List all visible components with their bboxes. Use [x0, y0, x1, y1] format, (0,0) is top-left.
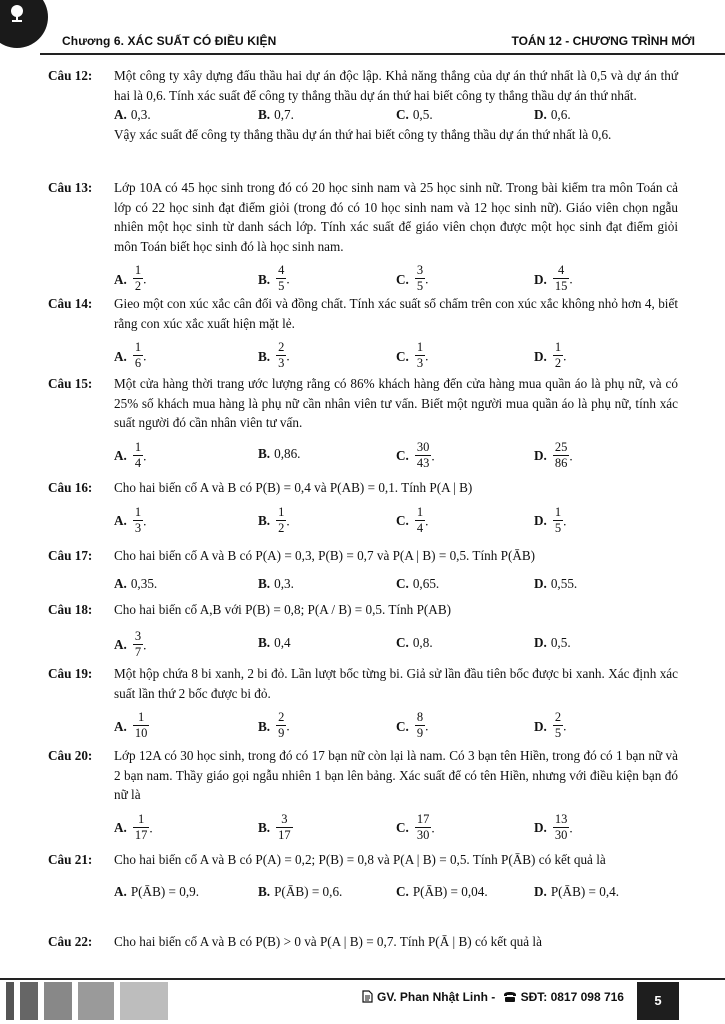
option-d[interactable]: D. 0,5.	[534, 634, 571, 650]
option-c[interactable]: C. $\frac{30}{43}$ .	[396, 439, 435, 470]
question-18	[48, 600, 678, 660]
option-c[interactable]: C. 0,65.	[396, 575, 440, 591]
options-row	[114, 805, 678, 843]
option-a[interactable]: A. $\frac{1}{4}$ .	[114, 439, 147, 470]
question-text: Một cửa hàng thời trang ước lượng rằng có 86% khách hàng đến cửa hàng mua quần áo là phụ nữ, và có 25% số khách mua hàng là phụ nữ cần nhân viên tư vấn. Biết một người mua quần áo là phụ nữ, tính xác suất người đó cần nhân viên tư vấn.	[114, 376, 678, 430]
options-row	[114, 703, 678, 741]
question-label: Câu 19:	[48, 666, 93, 681]
question-text: Lớp 10A có 45 học sinh trong đó có 20 học sinh nam và 25 học sinh nữ. Trong bài kiểm tra môn Toán cả lớp có 22 học sinh đạt điểm giỏi (trong đó có 10 học sinh nam và 12 học sinh nữ). Giáo viên chọn ngẫu nhiên một học sinh từ danh sách lớp. Tính xác suất để giáo viên chọn được một học sinh đạt điểm giỏi môn Toán biết học sinh đó là học sinh nam.	[114, 180, 678, 254]
option-d[interactable]: D. 0,6.	[534, 107, 571, 122]
options-row	[114, 433, 678, 471]
decorative-bar	[44, 982, 72, 1020]
question-text: Lớp 12A có 30 học sinh, trong đó có 17 bạn nữ còn lại là nam. Có 3 bạn tên Hiền, trong đó có 1 bạn nữ và 2 bạn nam. Thầy giáo gọi ngẫu nhiên 1 bạn lên bảng. Xác suất để có tên Hiền, nhưng với điều kiện bạn đó nữ là	[114, 748, 678, 802]
question-label: Câu 16:	[48, 480, 93, 495]
option-b[interactable]: B. $\frac{2}{3}$ .	[258, 340, 290, 370]
option-d[interactable]: D. $\frac{1}{5}$ .	[534, 504, 567, 535]
options-row	[114, 498, 678, 536]
question-20	[48, 746, 678, 843]
header-divider	[40, 53, 725, 55]
option-c[interactable]: C. $\frac{8}{9}$ .	[396, 710, 429, 740]
option-b[interactable]: B. $\frac{2}{9}$ .	[258, 710, 290, 740]
option-d[interactable]: D. P(ĀB) = 0,4.	[534, 883, 620, 899]
option-a[interactable]: A. $\frac{3}{7}$ .	[114, 628, 147, 659]
option-b[interactable]: B. P(ĀB) = 0,6.	[258, 883, 343, 899]
question-19	[48, 664, 678, 741]
option-c[interactable]: C. $\frac{1}{4}$ .	[396, 504, 429, 535]
option-d[interactable]: D. $\frac{2}{5}$ .	[534, 710, 567, 740]
phone-icon	[503, 991, 517, 1003]
footer-divider	[0, 978, 725, 980]
options-row	[114, 882, 678, 902]
question-12	[48, 66, 678, 145]
option-b[interactable]: B. 0,4	[258, 634, 291, 650]
question-17	[48, 546, 678, 594]
question-label: Câu 21:	[48, 852, 93, 867]
option-c[interactable]: C. $\frac{3}{5}$ .	[396, 263, 429, 293]
option-b[interactable]: B. 0,7.	[258, 107, 294, 122]
option-c[interactable]: C. 0,8.	[396, 634, 433, 650]
option-a[interactable]: A. $\frac{1}{2}$ .	[114, 263, 147, 293]
page-number: 5	[637, 982, 679, 1020]
options-row	[114, 256, 678, 294]
question-14	[48, 294, 678, 371]
option-d[interactable]: D. $\frac{1}{2}$ .	[534, 340, 567, 370]
decorative-bar	[120, 982, 168, 1020]
question-text: Một công ty xây dựng đấu thầu hai dự án độc lập. Khả năng thắng của dự án thứ nhất là 0,5 và dự án thứ hai là 0,6. Tính xác suất để công ty thắng thầu dự án thứ hai biết công ty thắng thầu dự án thứ nhất.	[114, 68, 678, 103]
option-c[interactable]: C. P(ĀB) = 0,04.	[396, 883, 488, 899]
footer-contact	[362, 990, 624, 1004]
question-16	[48, 478, 678, 536]
author-name: GV. Phan Nhật Linh -	[377, 990, 496, 1004]
options-row	[114, 105, 678, 125]
question-22	[48, 932, 678, 952]
decorative-bar	[20, 982, 38, 1020]
question-text: Cho hai biến cố A và B có P(B) = 0,4 và P(AB) = 0,1. Tính P(A | B)	[114, 480, 473, 495]
decorative-bar	[78, 982, 114, 1020]
question-label: Câu 12:	[48, 68, 93, 83]
option-d[interactable]: D. $\frac{25}{86}$ .	[534, 439, 573, 470]
question-15	[48, 374, 678, 471]
question-label: Câu 22:	[48, 934, 93, 949]
chapter-title: Chương 6. XÁC SUẤT CÓ ĐIỀU KIỆN	[62, 34, 277, 48]
question-13	[48, 178, 678, 294]
option-b[interactable]: B. $\frac{1}{2}$ .	[258, 504, 290, 535]
option-a[interactable]: A. P(ĀB) = 0,9.	[114, 883, 200, 899]
option-c[interactable]: C. $\frac{17}{30}$ .	[396, 811, 435, 842]
phone-number: SĐT: 0817 098 716	[520, 990, 624, 1004]
option-b[interactable]: B. $\frac{4}{5}$ .	[258, 263, 290, 293]
option-d[interactable]: D. $\frac{13}{30}$ .	[534, 811, 573, 842]
page-header	[0, 0, 725, 60]
question-text: Một hộp chứa 8 bi xanh, 2 bi đỏ. Lần lượt bốc từng bi. Giả sử lần đầu tiên bốc được bi xanh. Xác định xác suất lần thứ 2 bốc được bi đỏ.	[114, 666, 678, 701]
option-b[interactable]: B. 0,86.	[258, 445, 301, 461]
question-label: Câu 18:	[48, 602, 93, 617]
tree-logo-icon	[8, 4, 26, 24]
option-a[interactable]: A. 0,35.	[114, 575, 158, 591]
question-text: Cho hai biến cố A,B với P(B) = 0,8; P(A / B) = 0,5. Tính P(AB)	[114, 602, 452, 617]
question-text: Cho hai biến cố A và B có P(B) > 0 và P(A | B) = 0,7. Tính P(Ā | B) có kết quả là	[114, 934, 542, 949]
solution-note: Vậy xác suất để công ty thắng thầu dự án thứ hai biết công ty thắng thầu dự án thứ nhất là 0,6.	[114, 127, 612, 142]
question-text: Cho hai biến cố A và B có P(A) = 0,2; P(B) = 0,8 và P(A | B) = 0,5. Tính P(ĀB) có kết quả là	[114, 852, 606, 867]
option-d[interactable]: D. $\frac{4}{15}$ .	[534, 263, 573, 293]
question-text: Gieo một con xúc xắc cân đối và đồng chất. Tính xác suất số chấm trên con xúc xắc không nhỏ hơn 4, biết rằng con xúc xắc xuất hiện mặt lẻ.	[114, 296, 678, 331]
question-label: Câu 14:	[48, 296, 93, 311]
option-c[interactable]: C. 0,5.	[396, 107, 433, 122]
option-a[interactable]: A. $\frac{1}{6}$ .	[114, 340, 147, 370]
option-d[interactable]: D. 0,55.	[534, 575, 578, 591]
question-label: Câu 13:	[48, 180, 93, 195]
page-footer	[0, 978, 725, 1024]
option-b[interactable]: B. $\frac{3}{17}$	[258, 811, 291, 842]
question-21	[48, 850, 678, 902]
course-title: TOÁN 12 - CHƯƠNG TRÌNH MỚI	[511, 34, 695, 48]
question-text: Cho hai biến cố A và B có P(A) = 0,3, P(B) = 0,7 và P(A | B) = 0,5. Tính P(ĀB)	[114, 548, 536, 563]
option-c[interactable]: C. $\frac{1}{3}$ .	[396, 340, 429, 370]
options-row	[114, 574, 678, 594]
option-a[interactable]: A. $\frac{1}{17}$ .	[114, 811, 153, 842]
question-label: Câu 17:	[48, 548, 93, 563]
option-a[interactable]: A. 0,3.	[114, 107, 151, 122]
option-b[interactable]: B. 0,3.	[258, 575, 294, 591]
document-icon	[362, 990, 373, 1003]
question-label: Câu 15:	[48, 376, 93, 391]
options-row	[114, 622, 678, 660]
decorative-bar	[6, 982, 14, 1020]
logo	[0, 0, 48, 48]
option-a[interactable]: A. $\frac{1}{3}$ .	[114, 504, 147, 535]
option-a[interactable]: A. $\frac{1}{10}$	[114, 710, 148, 740]
options-row	[114, 333, 678, 371]
question-label: Câu 20:	[48, 748, 93, 763]
